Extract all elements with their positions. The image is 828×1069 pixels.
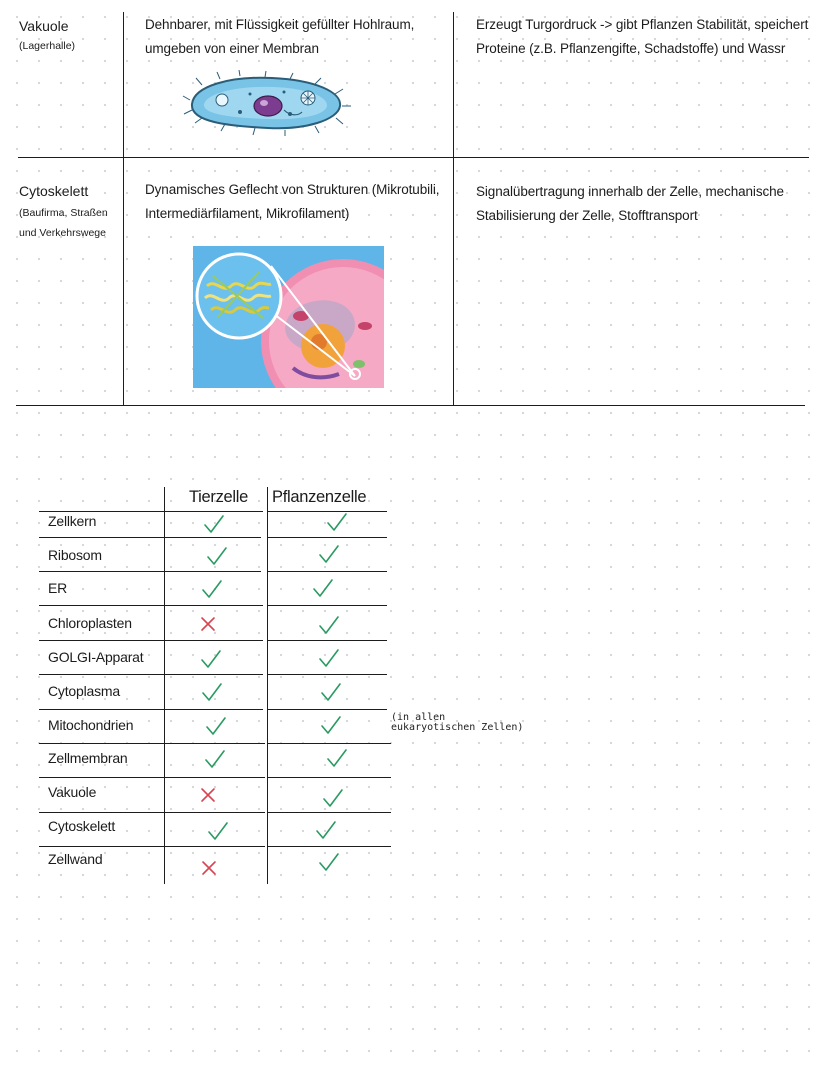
check-mark-icon [318, 615, 340, 637]
column-header-plant-cell: Pflanzenzelle [272, 488, 367, 506]
check-mark-icon [320, 715, 342, 737]
table-vertical-line [267, 487, 268, 884]
annotation-line: eukaryotischen Zellen) [391, 722, 524, 733]
row-divider-right [267, 812, 391, 813]
organelle-description: Dehnbarer, mit Flüssigkeit gefüllter Hohlraum, umgeben von einer Membran [145, 17, 415, 56]
row-label: Vakuole [48, 784, 97, 800]
row-label: Zellmembran [48, 750, 128, 766]
check-mark-icon [201, 682, 223, 704]
check-mark-icon [326, 512, 348, 534]
row-divider [39, 571, 261, 572]
organelle-name: Vakuole [19, 18, 69, 34]
row-label: Zellwand [48, 851, 103, 867]
check-mark-icon [201, 579, 223, 601]
row-label: ER [48, 580, 68, 596]
check-mark-icon [322, 788, 344, 810]
organelle-nickname: (Lagerhalle) [19, 40, 76, 52]
check-mark-icon [200, 649, 222, 671]
check-mark-icon [203, 514, 225, 536]
row-label: Mitochondrien [48, 717, 134, 733]
row-divider-right [267, 846, 391, 847]
check-mark-icon [205, 716, 227, 738]
organelle-name: Cytoskelett [19, 183, 89, 199]
table-bottom-border [16, 405, 805, 406]
organelle-nickname: (Baufirma, Straßen und Verkehrswege [19, 207, 108, 239]
row-label: Cytoskelett [48, 818, 116, 834]
cross-mark-icon [198, 614, 220, 636]
table-column-divider [453, 12, 454, 405]
row-divider-right [267, 537, 387, 538]
check-mark-icon [206, 546, 228, 568]
check-mark-icon [318, 648, 340, 670]
organelle-function: Signalübertragung innerhalb der Zelle, mechanische Stabilisierung der Zelle, Stofftransport [476, 184, 784, 223]
organelle-description: Dynamisches Geflecht von Strukturen (Mikrotubili, Intermediärfilament, Mikrofilament) [145, 182, 440, 221]
row-divider [39, 709, 263, 710]
table-row-divider [18, 157, 809, 158]
row-label: Cytoplasma [48, 683, 120, 699]
cross-mark-icon [199, 858, 221, 880]
row-divider-right [267, 605, 387, 606]
cytoskeleton-zoom-illustration [193, 246, 384, 388]
row-divider [39, 743, 265, 744]
row-divider [39, 640, 263, 641]
row-divider-right [267, 571, 387, 572]
annotation-line: (in allen [391, 712, 446, 723]
check-mark-icon [318, 544, 340, 566]
row-label: Zellkern [48, 513, 97, 529]
table-column-divider [123, 12, 124, 405]
row-divider-right [267, 709, 387, 710]
row-divider [39, 605, 263, 606]
row-divider [39, 511, 263, 512]
row-divider [39, 812, 265, 813]
paramecium-illustration [180, 70, 355, 136]
annotation-note [391, 712, 523, 733]
column-header-animal-cell: Tierzelle [189, 488, 249, 506]
row-divider [39, 674, 263, 675]
row-divider-right [267, 674, 387, 675]
check-mark-icon [326, 748, 348, 770]
row-divider [39, 846, 265, 847]
row-divider-right [267, 777, 391, 778]
table-vertical-line [164, 487, 165, 884]
row-divider [39, 777, 265, 778]
row-divider-right [267, 640, 387, 641]
check-mark-icon [315, 820, 337, 842]
organelle-function: Erzeugt Turgordruck -> gibt Pflanzen Stabilität, speichert Proteine (z.B. Pflanzengifte, Schadstoffe) und Wassr [476, 17, 809, 56]
check-mark-icon [204, 749, 226, 771]
cross-mark-icon [198, 785, 220, 807]
check-mark-icon [318, 852, 340, 874]
row-label: Chloroplasten [48, 615, 132, 631]
row-label: Ribosom [48, 547, 102, 563]
row-divider [39, 537, 261, 538]
check-mark-icon [320, 682, 342, 704]
check-mark-icon [312, 578, 334, 600]
row-label: GOLGI-Apparat [48, 649, 144, 665]
check-mark-icon [207, 821, 229, 843]
row-divider-right [267, 743, 391, 744]
